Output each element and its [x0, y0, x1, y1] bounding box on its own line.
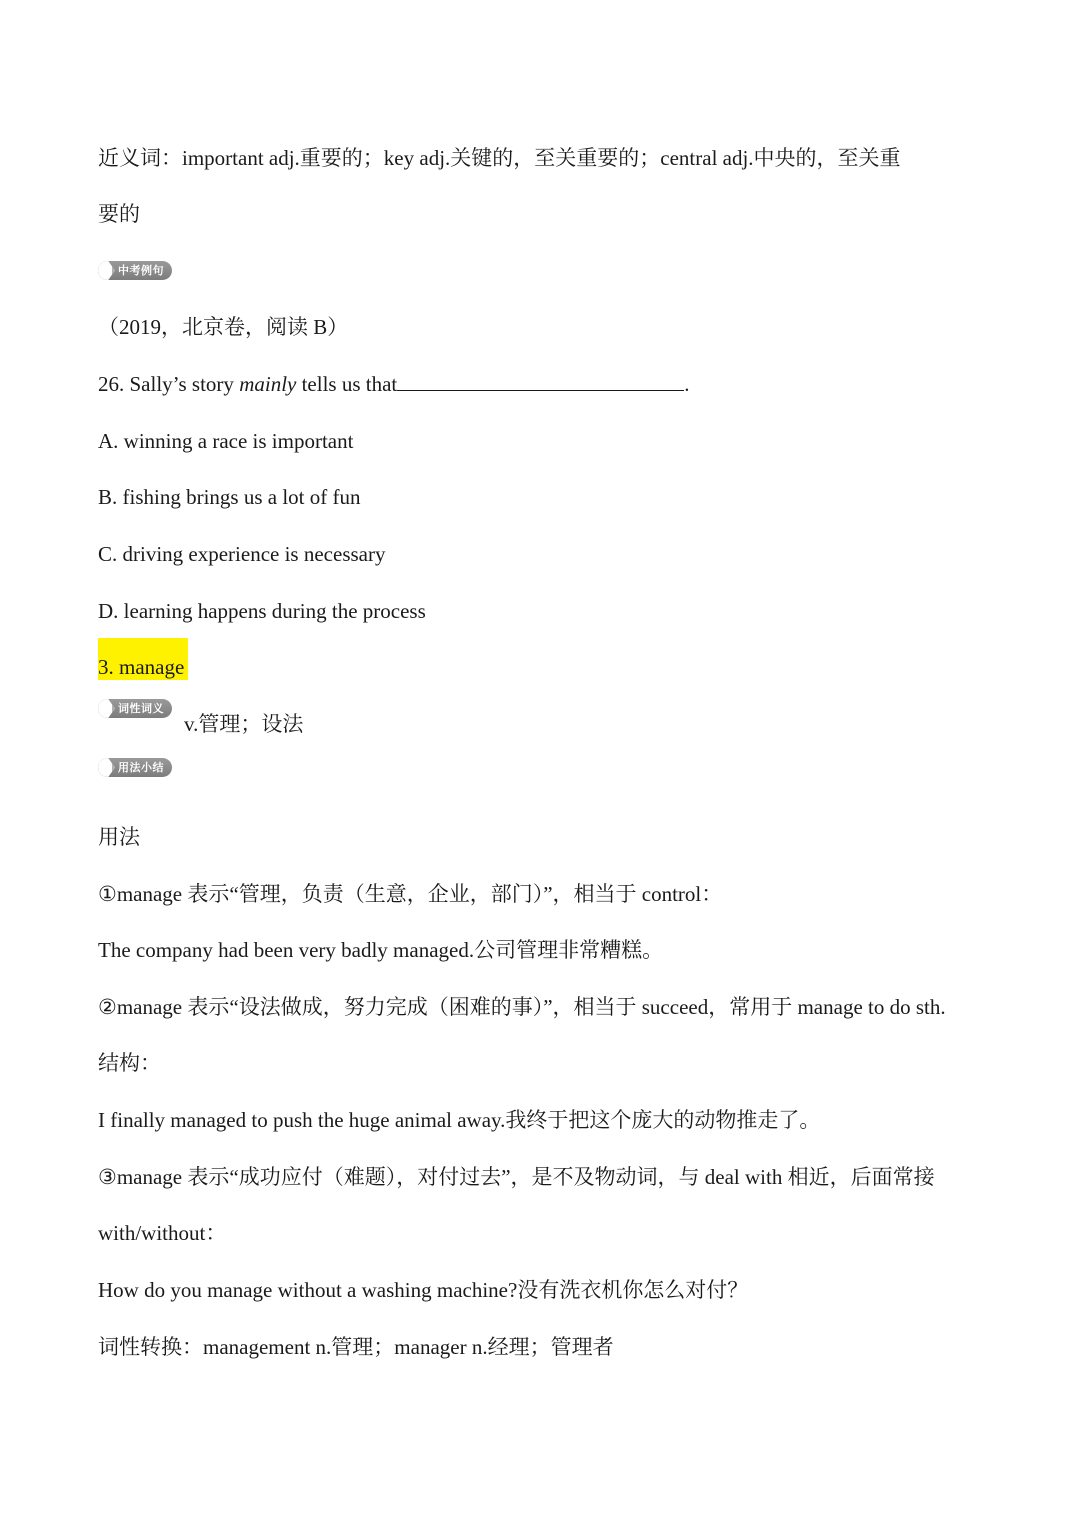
usage-title: 用法 [98, 825, 140, 849]
word-meaning: v.管理；设法 [184, 712, 304, 736]
exam-question [98, 370, 690, 398]
usage-summary-tag-label: 用法小结 [118, 761, 164, 774]
answer-blank [397, 370, 684, 391]
option-d: D. learning happens during the process [98, 599, 426, 623]
usage-example-2: I finally managed to push the huge animal away.我终于把这个庞大的动物推走了。 [98, 1108, 821, 1132]
question-emphasis: mainly [239, 372, 297, 396]
question-middle: tells us that [296, 372, 398, 396]
option-c: C. driving experience is necessary [98, 542, 386, 566]
word-conversion: 词性转换：management n.管理；manager n.经理；管理者 [98, 1335, 614, 1359]
part-of-speech-tag-label: 词性词义 [118, 702, 164, 715]
usage-example-3: How do you manage without a washing machine?没有洗衣机你怎么对付？ [98, 1278, 749, 1302]
usage-point-2-line-2: 结构： [98, 1051, 161, 1075]
question-prefix: 26. Sally’s story [98, 372, 240, 396]
usage-point-3-line-2: with/without： [98, 1221, 227, 1245]
word-heading: 3. manage [98, 655, 185, 679]
exam-source: （2019，北京卷，阅读 B） [98, 315, 349, 339]
usage-summary-tag [98, 758, 172, 777]
part-of-speech-tag [98, 699, 172, 718]
usage-example-1: The company had been very badly managed.公司管理非常糟糕。 [98, 938, 664, 962]
usage-point-1: ①manage 表示“管理，负责（生意，企业，部门）”，相当于 control： [98, 882, 723, 906]
option-b: B. fishing brings us a lot of fun [98, 485, 361, 509]
question-end: . [684, 372, 690, 396]
synonyms-line-1: 近义词：important adj.重要的；key adj.关键的，至关重要的；central adj.中央的，至关重 [98, 146, 901, 170]
usage-point-3-line-1: ③manage 表示“成功应付（难题），对付过去”，是不及物动词，与 deal with 相近，后面常接 [98, 1165, 935, 1189]
exam-example-tag-label: 中考例句 [118, 264, 164, 277]
exam-example-tag [98, 261, 172, 280]
option-a: A. winning a race is important [98, 429, 354, 453]
synonyms-line-2: 要的 [98, 202, 140, 226]
usage-point-2-line-1: ②manage 表示“设法做成，努力完成（困难的事）”，相当于 succeed，常用于 manage to do sth. [98, 995, 946, 1019]
